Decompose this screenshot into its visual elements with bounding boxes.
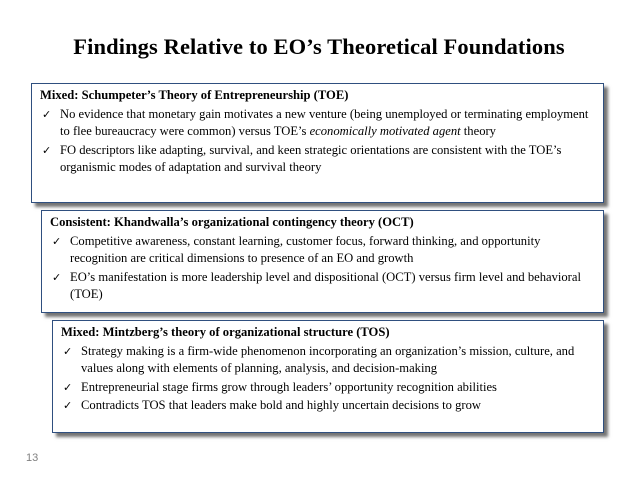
- list-item: [61, 343, 595, 378]
- finding-box-oct: [41, 210, 604, 313]
- list-item: [61, 379, 595, 397]
- finding-box-toe: [31, 83, 604, 203]
- bullet-text: Strategy making is a firm-wide phenomenon incorporating an organization’s mission, culture, and values along with elements of planning, analysis, and decision-making: [81, 343, 575, 376]
- finding-heading: Mixed: Mintzberg’s theory of organizational structure (TOS): [61, 325, 390, 339]
- bullet-list: [40, 106, 595, 177]
- bullet-text: FO descriptors like adapting, survival, and keen strategic orientations are consistent with the TOE’s organismic modes of adaptation and survival theory: [60, 142, 562, 175]
- bullet-list: [61, 343, 595, 415]
- bullet-emphasis: economically motivated agent: [309, 124, 461, 139]
- check-icon: ✓: [63, 380, 73, 394]
- list-item: [61, 397, 595, 415]
- check-icon: ✓: [52, 270, 62, 284]
- check-icon: ✓: [42, 107, 52, 121]
- bullet-text: EO’s manifestation is more leadership level and dispositional (OCT) versus firm level and behavioral (TOE): [70, 269, 581, 302]
- page-number: 13: [26, 452, 39, 464]
- list-item: [40, 106, 595, 141]
- bullet-list: [50, 233, 595, 304]
- list-item: [50, 269, 595, 304]
- list-item: [50, 233, 595, 268]
- bullet-text: Entrepreneurial stage firms grow through leaders’ opportunity recognition abilities: [81, 379, 497, 394]
- list-item: [40, 142, 595, 177]
- bullet-text-after: theory: [460, 124, 496, 139]
- bullet-text: Competitive awareness, constant learning, customer focus, forward thinking, and opportunity recognition are critical dimensions to presence of an EO and growth: [70, 233, 541, 266]
- check-icon: ✓: [63, 344, 73, 358]
- finding-box-tos: [52, 320, 604, 433]
- check-icon: ✓: [63, 399, 73, 413]
- finding-heading: Consistent: Khandwalla’s organizational contingency theory (OCT): [50, 215, 414, 229]
- check-icon: ✓: [52, 234, 62, 248]
- bullet-text: No evidence that monetary gain motivates a new venture (being unemployed or terminating employment to flee bureaucracy were common) versus TOE’s: [60, 106, 589, 139]
- slide-title: Findings Relative to EO’s Theoretical Foundations: [73, 34, 565, 59]
- check-icon: ✓: [42, 143, 52, 157]
- bullet-text: Contradicts TOS that leaders make bold and highly uncertain decisions to grow: [81, 398, 482, 413]
- finding-heading: Mixed: Schumpeter’s Theory of Entrepreneurship (TOE): [40, 88, 349, 102]
